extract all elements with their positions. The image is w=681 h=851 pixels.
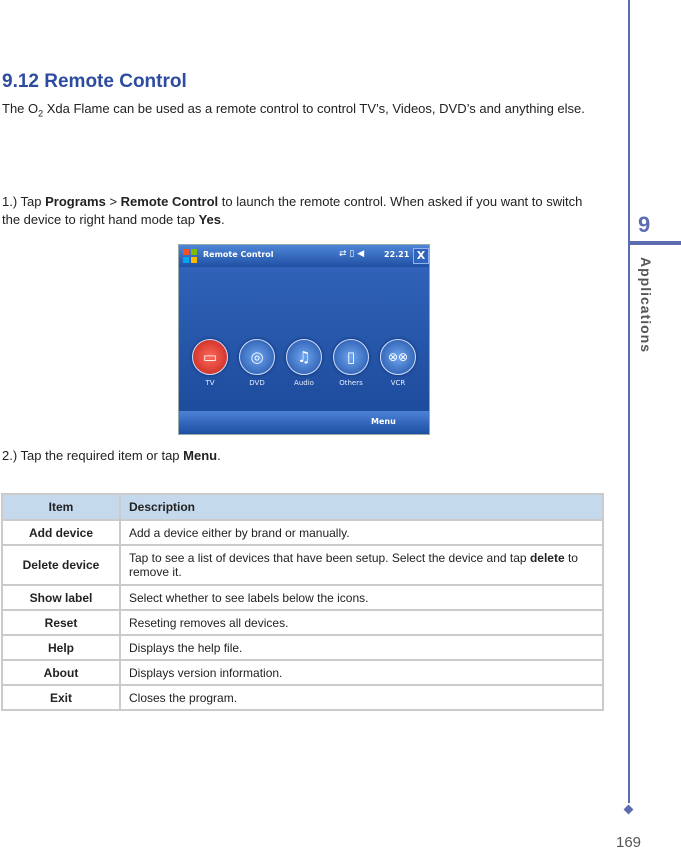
vcr-label: VCR (390, 379, 406, 387)
others-app-button[interactable] (332, 339, 370, 387)
tv-label: TV (205, 379, 215, 387)
others-label: Others (339, 379, 363, 387)
device-body (179, 267, 429, 411)
vcr-app-button[interactable] (379, 339, 417, 387)
row-item: Add device (2, 520, 120, 545)
step-1-sep: > (105, 194, 121, 209)
row-item: Exit (2, 685, 120, 710)
windows-logo-icon[interactable] (182, 248, 198, 264)
intro-paragraph (2, 100, 602, 123)
step-1-prefix: 1.) Tap (2, 194, 46, 209)
row-item: Show label (2, 585, 120, 610)
signal-icon[interactable]: ▯ (349, 249, 355, 259)
step-1-programs: Programs (45, 194, 106, 209)
step-1-mid: to launch the remote control. When asked if you want to switch the device to right hand mode tap (2, 194, 583, 227)
dvd-app-button[interactable] (238, 339, 276, 387)
page-number: 169 (616, 834, 642, 851)
header-description: Description (120, 494, 603, 520)
vcr-icon: ⊗⊗ (380, 339, 416, 375)
chapter-number: 9 (638, 212, 651, 237)
tv-app-button[interactable] (191, 339, 229, 387)
step-1-yes: Yes (198, 212, 221, 227)
row-description-b: to remove it. (129, 551, 578, 579)
row-description: Displays version information. (120, 660, 603, 685)
row-item: Reset (2, 610, 120, 635)
row-description: Displays the help file. (120, 635, 603, 660)
section-title: 9.12 Remote Control (2, 71, 187, 92)
device-menubar (179, 411, 429, 434)
table-row (2, 545, 603, 585)
row-description-a: Tap to see a list of devices that have been setup. Select the device and tap (129, 551, 530, 565)
row-item: About (2, 660, 120, 685)
device-clock[interactable]: 22.21 (384, 250, 410, 259)
others-icon: ▯ (333, 339, 369, 375)
tv-icon: ▭ (192, 339, 228, 375)
step-1 (2, 193, 602, 229)
table-row (2, 610, 603, 635)
row-description-bold: delete (529, 551, 565, 565)
diamond-icon (624, 805, 634, 815)
row-description: Reseting removes all devices. (120, 610, 603, 635)
table-row (2, 585, 603, 610)
table-header-row (2, 494, 603, 520)
table-row (2, 660, 603, 685)
table-row (2, 635, 603, 660)
step-1-end: . (221, 212, 225, 227)
step-2-prefix: 2.) Tap the required item or tap (2, 448, 184, 463)
audio-app-button[interactable] (285, 339, 323, 387)
chapter-label: Applications (638, 257, 654, 354)
table-row (2, 685, 603, 710)
chapter-label-wrap (628, 257, 658, 367)
header-item: Item (2, 494, 120, 520)
dvd-icon: ◎ (239, 339, 275, 375)
chapter-tab-bar (630, 241, 681, 245)
device-screenshot (178, 244, 430, 435)
intro-subscript: 2 (38, 108, 44, 119)
table-row (2, 520, 603, 545)
audio-label: Audio (294, 379, 314, 387)
row-description: Closes the program. (120, 685, 603, 710)
row-item: Help (2, 635, 120, 660)
menu-softkey[interactable]: Menu (371, 417, 396, 426)
close-icon[interactable]: X (413, 248, 429, 264)
step-2 (2, 447, 602, 465)
intro-text-a: The O (2, 101, 39, 116)
intro-text-b: Xda Flame can be used as a remote control to control TV’s, Videos, DVD’s and anything else. (43, 101, 585, 116)
step-1-remote-control: Remote Control (120, 194, 219, 209)
device-app-title: Remote Control (203, 250, 274, 259)
sync-icon[interactable]: ⇄ (339, 249, 347, 259)
audio-icon: ♫ (286, 339, 322, 375)
sidebar-rule (628, 0, 630, 803)
row-description (120, 545, 603, 585)
row-item: Delete device (2, 545, 120, 585)
step-2-menu: Menu (183, 448, 218, 463)
dvd-label: DVD (249, 379, 265, 387)
volume-icon[interactable]: ◀ (357, 249, 365, 259)
row-description: Select whether to see labels below the icons. (120, 585, 603, 610)
device-titlebar (179, 245, 429, 267)
row-description: Add a device either by brand or manually. (120, 520, 603, 545)
menu-options-table (1, 493, 604, 711)
step-2-end: . (217, 448, 221, 463)
